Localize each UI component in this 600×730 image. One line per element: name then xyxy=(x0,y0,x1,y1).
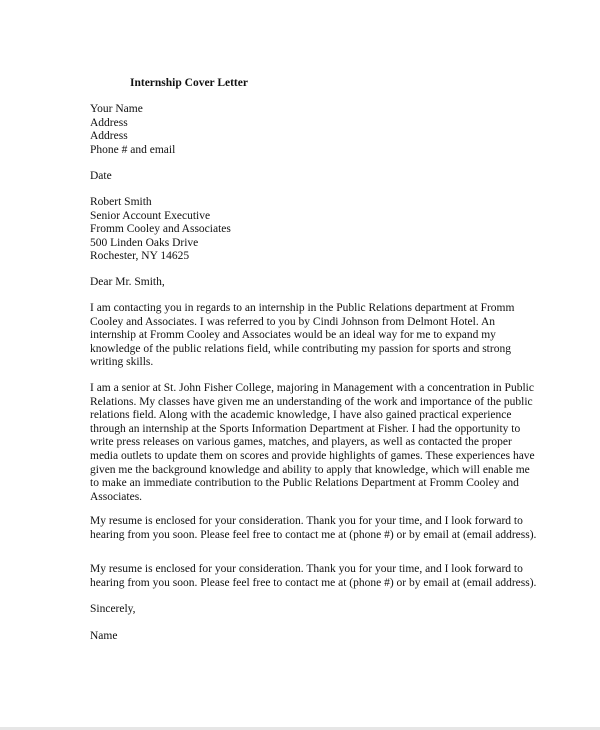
sender-address-line-2: Address xyxy=(90,130,128,143)
recipient-title: Senior Account Executive xyxy=(90,209,211,222)
paragraph-line: media outlets to update them on scores and provide highlights of games. These experiences have xyxy=(90,449,535,462)
paragraph-line: Cooley and Associates. I was referred to you by Cindi Johnson from Delmont Hotel. An xyxy=(90,315,495,328)
paragraph-line: through an internship at the Sports Information Department at Fisher. I had the opportunity to xyxy=(90,422,521,435)
paragraph-line: write press releases on various games, matches, and players, as well as contacted the proper xyxy=(90,436,512,449)
signature xyxy=(90,630,117,644)
paragraph-line: to make an immediate contribution to the Public Relations Department at Fromm Cooley and xyxy=(90,477,519,490)
paragraph-line: writing skills. xyxy=(90,356,154,369)
paragraph-3 xyxy=(90,515,550,542)
recipient-city: Rochester, NY 14625 xyxy=(90,250,190,263)
paragraph-line: relations field. Along with the academic knowledge, I have also gained practical experience xyxy=(90,409,512,422)
paragraph-1 xyxy=(90,302,550,370)
paragraph-line: hearing from you soon. Please feel free to contact me at (phone #) or by email at (email address). xyxy=(90,528,537,541)
paragraph-line: hearing from you soon. Please feel free to contact me at (phone #) or by email at (email address). xyxy=(90,576,537,589)
sender-address-line-1: Address xyxy=(90,116,128,129)
recipient-company: Fromm Cooley and Associates xyxy=(90,223,231,236)
date-text: Date xyxy=(90,170,112,182)
recipient-block xyxy=(90,196,231,264)
paragraph-line: given me the background knowledge and ability to apply that knowledge, which will enable me xyxy=(90,463,530,476)
paragraph-line: I am a senior at St. John Fisher College, majoring in Management with a concentration in Public xyxy=(90,382,534,394)
sender-name: Your Name xyxy=(90,103,143,115)
closing-text: Sincerely, xyxy=(90,603,136,615)
date-line xyxy=(90,170,112,184)
recipient-street: 500 Linden Oaks Drive xyxy=(90,236,199,249)
salutation xyxy=(90,276,165,290)
paragraph-line: I am contacting you in regards to an internship in the Public Relations department at Fromm xyxy=(90,302,515,314)
closing xyxy=(90,603,136,617)
recipient-name: Robert Smith xyxy=(90,196,152,208)
paragraph-line: My resume is enclosed for your consideration. Thank you for your time, and I look forward to xyxy=(90,515,523,527)
signature-name: Name xyxy=(90,630,118,642)
salutation-text: Dear Mr. Smith, xyxy=(90,276,165,288)
paragraph-4 xyxy=(90,563,550,590)
sender-block xyxy=(90,103,175,157)
paragraph-2 xyxy=(90,382,550,504)
sender-contact: Phone # and email xyxy=(90,143,176,156)
paragraph-line: My resume is enclosed for your consideration. Thank you for your time, and I look forward to xyxy=(90,563,523,575)
paragraph-line: Relations. My classes have given me an understanding of the work and importance of the public xyxy=(90,395,533,408)
paragraph-line: Associates. xyxy=(90,490,143,503)
document-title: Internship Cover Letter xyxy=(130,77,248,89)
paragraph-line: knowledge of the public relations field, while contributing my passion for sports and strong xyxy=(90,342,511,355)
paragraph-line: internship at Fromm Cooley and Associates would be an ideal way for me to expand my xyxy=(90,329,496,342)
